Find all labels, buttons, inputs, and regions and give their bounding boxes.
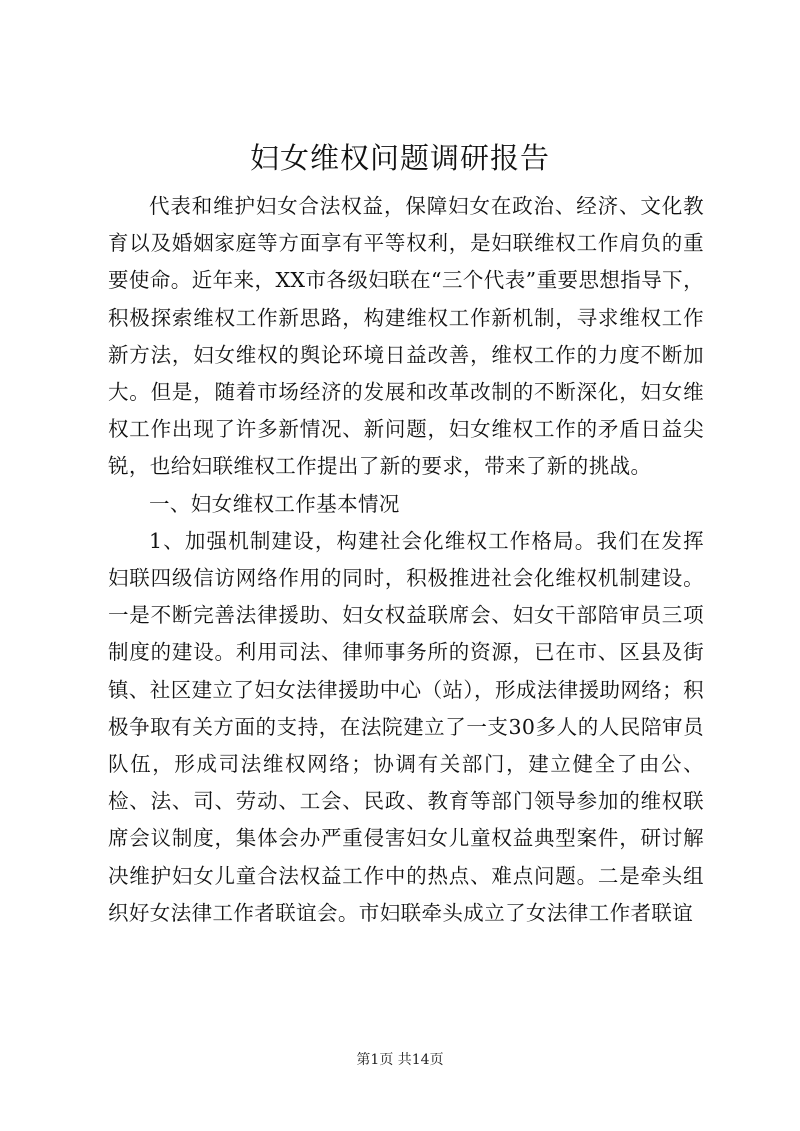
document-title: 妇女维权问题调研报告: [249, 141, 550, 175]
body-paragraph: 1、加强机制建设，构建社会化维权工作格局。我们在发挥妇联四级信访网络作用的同时，积极推进社会化维权机制建设。一是不断完善法律援助、妇女权益联席会、妇女干部陪审员三项制度的建设。利用司法、律师事务所的资源，已在市、区县及街镇、社区建立了妇女法律援助中心（站），形成法律援助网络；积极争取有关方面的支持，在法院建立了一支30多人的人民陪审员队伍，形成司法维权网络；协调有关部门，建立健全了由公、检、法、司、劳动、工会、民政、教育等部门领导参加的维权联席会议制度，集体会办严重侵害妇女儿童权益典型案件，研讨解决维护妇女儿童合法权益工作中的热点、难点问题。二是牵头组织好女法律工作者联谊会。市妇联牵头成立了女法律工作者联谊: [108, 528, 704, 925]
document-body: [108, 188, 704, 932]
section-heading: 一、妇女维权工作基本情况: [149, 491, 400, 516]
page-footer: 第1页 共14页: [356, 1052, 444, 1068]
intro-paragraph: 代表和维护妇女合法权益，保障妇女在政治、经济、文化教育以及婚姻家庭等方面享有平等权利，是妇联维权工作肩负的重要使命。近年来，XX市各级妇联在“三个代表”重要思想指导下，积极探索维权工作新思路，构建维权工作新机制，寻求维权工作新方法，妇女维权的舆论环境日益改善，维权工作的力度不断加大。但是，随着市场经济的发展和改革改制的不断深化，妇女维权工作出现了许多新情况、新问题，妇女维权工作的矛盾日益尖锐，也给妇联维权工作提出了新的要求，带来了新的挑战。: [108, 194, 704, 479]
